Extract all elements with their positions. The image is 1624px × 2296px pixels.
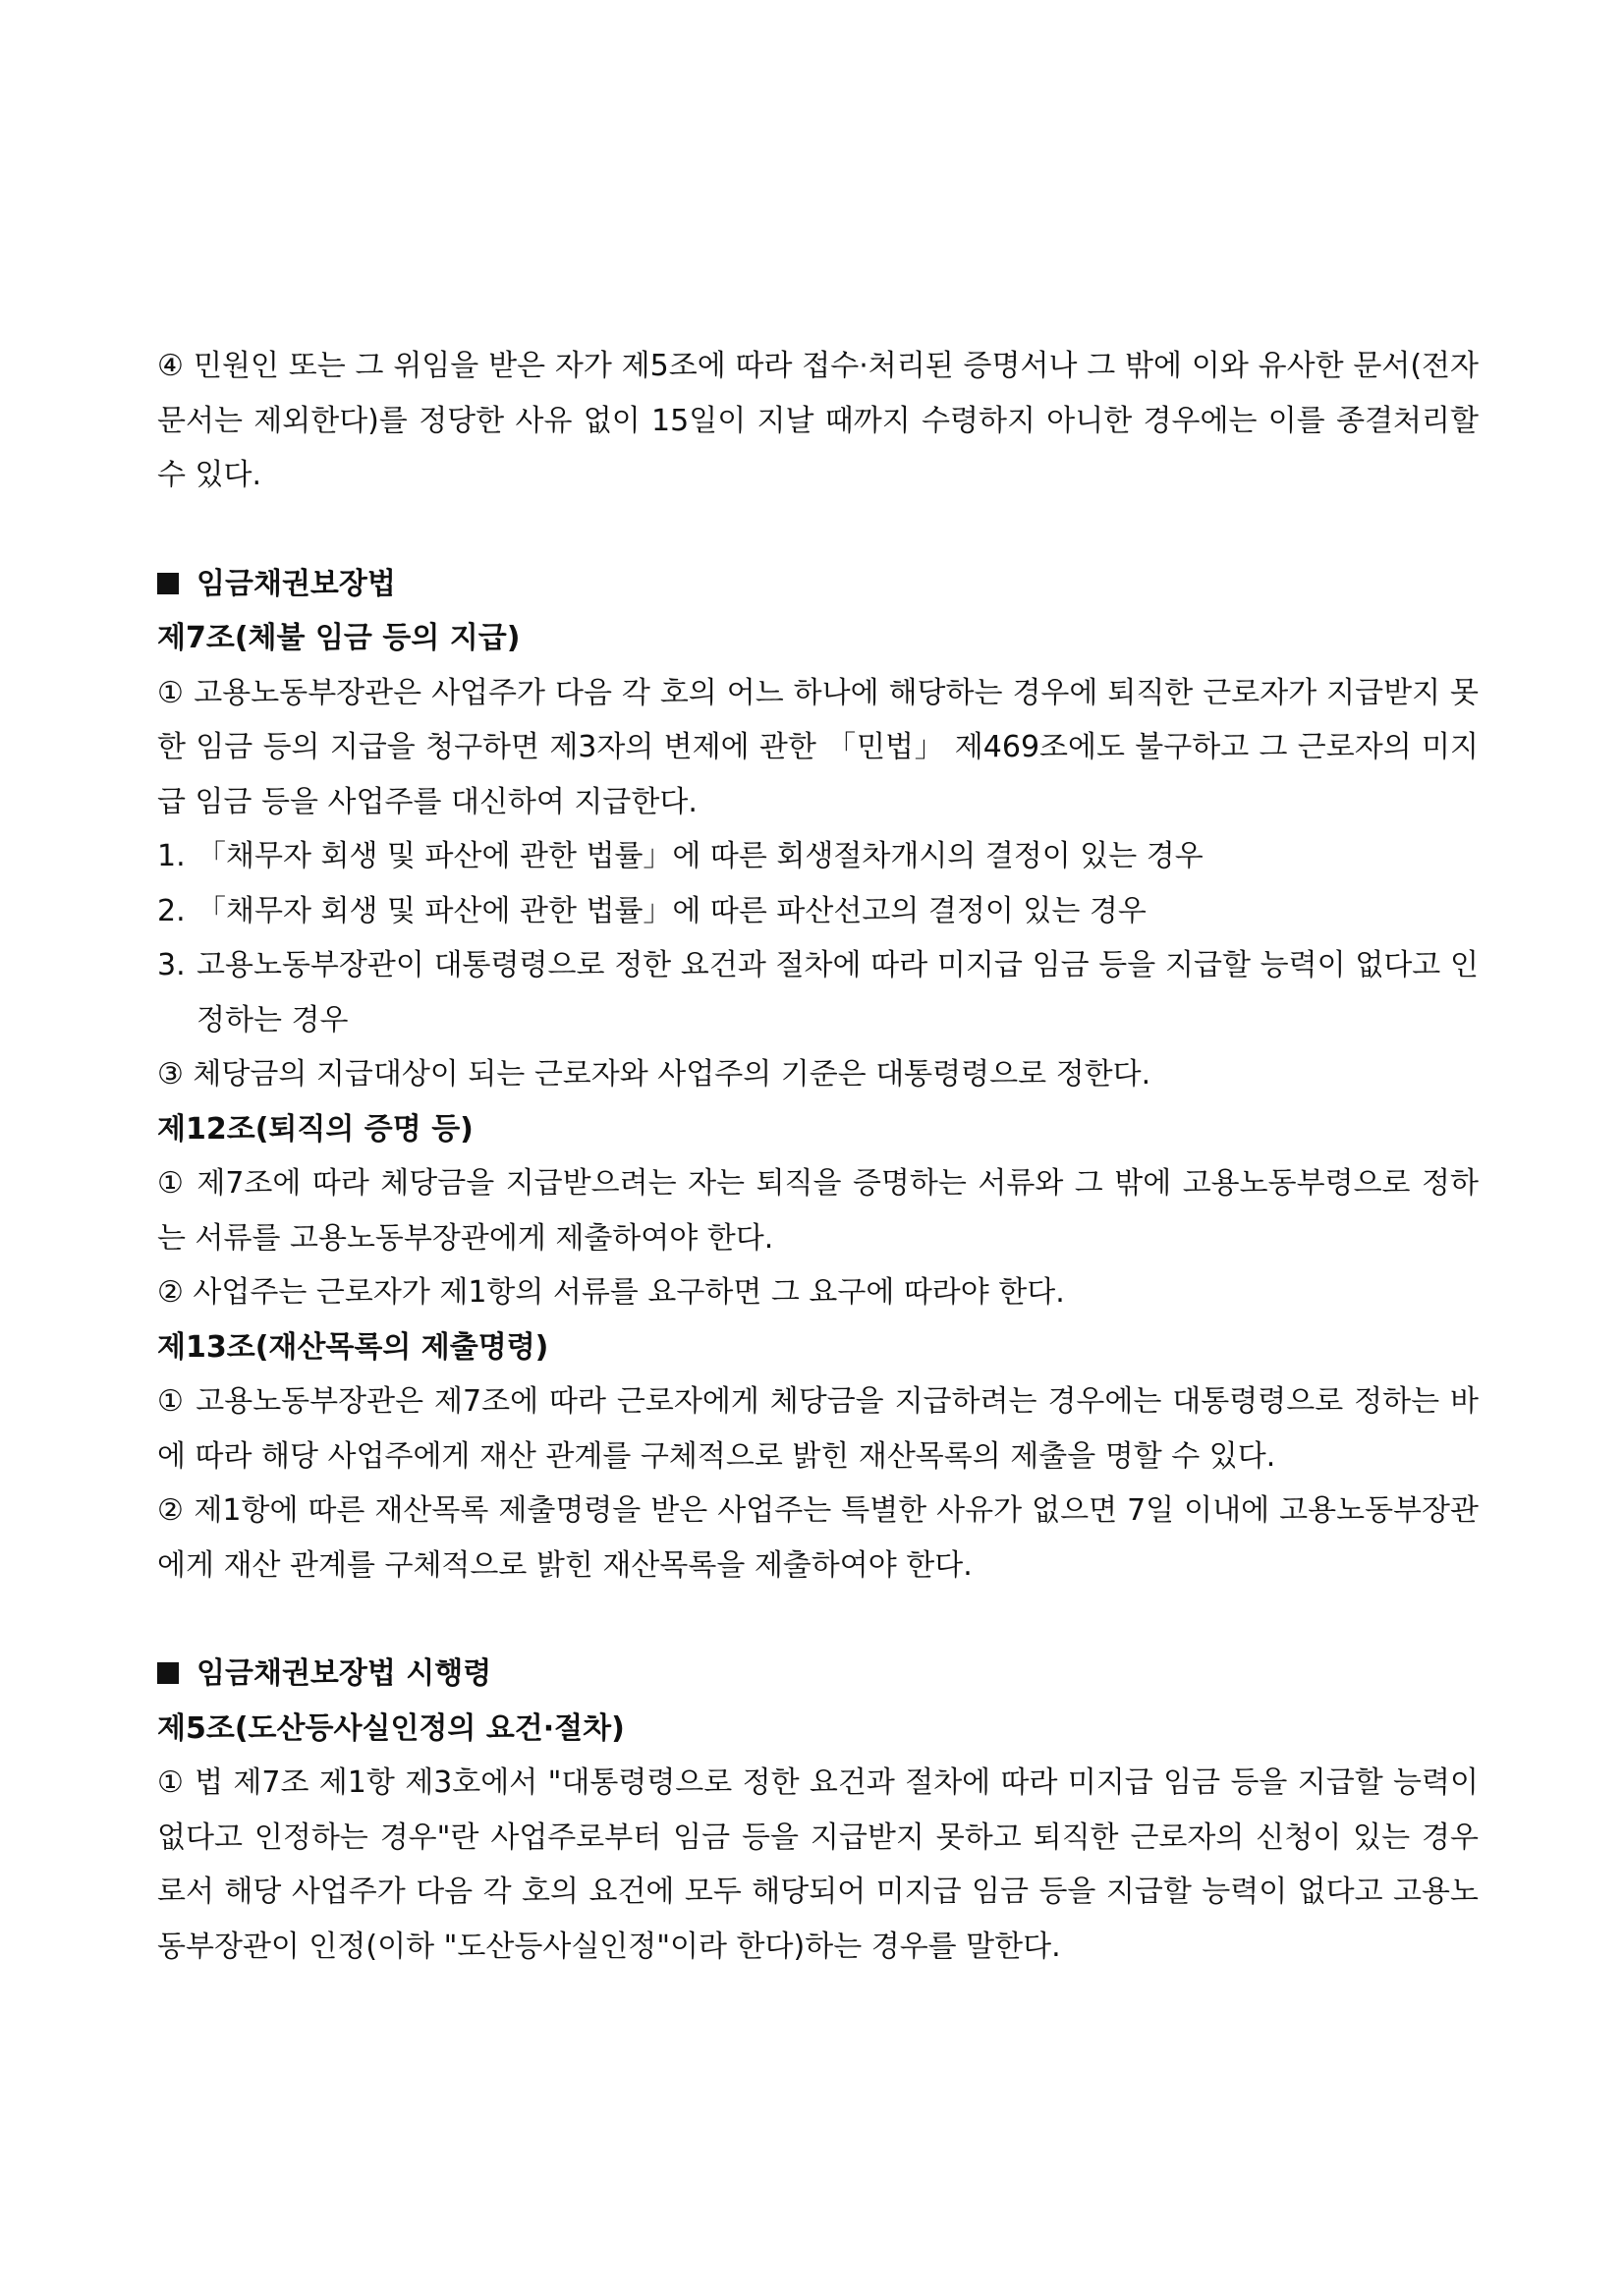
article-13-title: 제13조(재산목록의 제출명령): [157, 1329, 549, 1365]
section-heading-enforcement-decree: [157, 1647, 1479, 1702]
spacer: [157, 503, 1479, 557]
section-heading-wage-claim-act: [157, 557, 1479, 612]
spacer: [157, 1593, 1479, 1647]
article-7-title: 제7조(체불 임금 등의 지급): [157, 621, 521, 655]
list-item: [157, 938, 1479, 1047]
square-bullet-icon: [157, 1662, 179, 1684]
article-7-paragraph-3: ③ 체당금의 지급대상이 되는 근로자와 사업주의 기준은 대통령령으로 정한다.: [157, 1057, 1151, 1092]
paragraph-4: ④ 민원인 또는 그 위임을 받은 자가 제5조에 따라 접수·처리된 증명서나 그 밖에 이와 유사한 문서(전자문서는 제외한다)를 정당한 사유 없이 15일이 지날 때까지 수령하지 아니한 경우에는 이를 종결처리할 수 있다.: [157, 349, 1479, 492]
list-item: [157, 829, 1479, 884]
article-13-paragraph-2: ② 제1항에 따른 재산목록 제출명령을 받은 사업주는 특별한 사유가 없으면 7일 이내에 고용노동부장관에게 재산 관계를 구체적으로 밝힌 재산목록을 제출하여야 한다.: [157, 1493, 1479, 1583]
list-item-number: 1.: [157, 839, 186, 873]
list-item-text: 「채무자 회생 및 파산에 관한 법률」에 따른 회생절차개시의 결정이 있는 경우: [196, 839, 1204, 873]
square-bullet-icon: [157, 573, 179, 594]
list-item-number: 2.: [157, 893, 186, 928]
list-item-text: 고용노동부장관이 대통령령으로 정한 요건과 절차에 따라 미지급 임금 등을 지급할 능력이 없다고 인정하는 경우: [196, 948, 1479, 1037]
article-12-paragraph-2: ② 사업주는 근로자가 제1항의 서류를 요구하면 그 요구에 따라야 한다.: [157, 1275, 1065, 1310]
section-heading-text: 임금채권보장법 시행령: [196, 1656, 492, 1691]
list-item: [157, 884, 1479, 939]
article-7-paragraph-1: ① 고용노동부장관은 사업주가 다음 각 호의 어느 하나에 해당하는 경우에 퇴직한 근로자가 지급받지 못한 임금 등의 지급을 청구하면 제3자의 변제에 관한 「민법」 제469조에도 불구하고 그 근로자의 미지급 임금 등을 사업주를 대신하여 지급한다.: [157, 675, 1479, 819]
list-item-text: 「채무자 회생 및 파산에 관한 법률」에 따른 파산선고의 결정이 있는 경우: [196, 893, 1147, 928]
article-12-title: 제12조(퇴직의 증명 등): [157, 1111, 474, 1147]
article-12-paragraph-1: ① 제7조에 따라 체당금을 지급받으려는 자는 퇴직을 증명하는 서류와 그 밖에 고용노동부령으로 정하는 서류를 고용노동부장관에게 제출하여야 한다.: [157, 1166, 1479, 1256]
section-heading-text: 임금채권보장법: [196, 566, 396, 601]
decree-article-5-paragraph-1: ① 법 제7조 제1항 제3호에서 "대통령령으로 정한 요건과 절차에 따라 미지급 임금 등을 지급할 능력이 없다고 인정하는 경우"란 사업주로부터 임금 등을 지급받지 못하고 퇴직한 근로자의 신청이 있는 경우로서 해당 사업주가 다음 각 호의 요건에 모두 해당되어 미지급 임금 등을 지급할 능력이 없다고 고용노동부장관이 인정(이하 "도산등사실인정"이라 한다)하는 경우를 말한다.: [157, 1765, 1479, 1964]
article-13-paragraph-1: ① 고용노동부장관은 제7조에 따라 근로자에게 체당금을 지급하려는 경우에는 대통령령으로 정하는 바에 따라 해당 사업주에게 재산 관계를 구체적으로 밝힌 재산목록의 제출을 명할 수 있다.: [157, 1384, 1479, 1474]
list-item-number: 3.: [157, 948, 186, 982]
decree-article-5-title: 제5조(도산등사실인정의 요건·절차): [157, 1710, 625, 1746]
document-page: [157, 339, 1479, 1974]
